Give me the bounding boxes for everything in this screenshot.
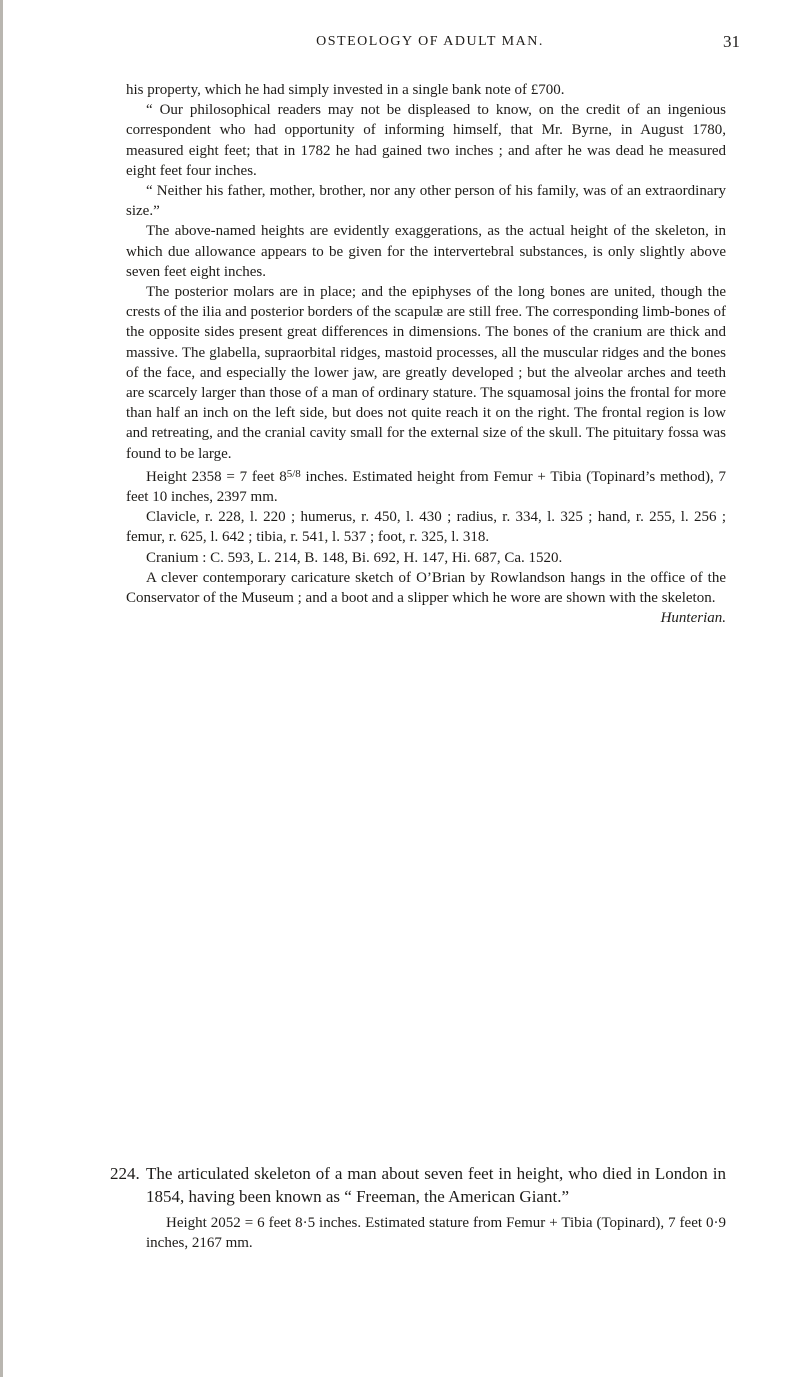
paragraph-caricature: A clever contemporary caricature sketch of O’Brian by Rowlandson hangs in the office of the Conservator of the Museum ; and a boot and a slipper which he wore are shown with the skeleton.: [126, 569, 726, 607]
paragraph-continuation: his property, which he had simply invested in a single bank note of £700.: [126, 82, 565, 98]
paragraph-exaggerations: The above-named heights are evidently exaggerations, as the actual height of the skeleton, in which due allowance appears to be given for the intervertebral substances, is only slightly above seven feet eight inches.: [126, 223, 726, 280]
paragraph-description: The posterior molars are in place; and the epiphyses of the long bones are united, though the crests of the ilia and posterior borders of the scapulæ are still free. The corresponding limb-bones of the opposite sides present great differences in dimensions. The bones of the cranium are thick and massive. The glabella, supraorbital ridges, mastoid processes, all the muscular ridges and the bones of the face, and especially the lower jaw, are greatly developed ; but the alveolar arches and teeth are scarcely larger than those of a man of ordinary stature. The squamosal joins the frontal for more than half an inch on the left side, but does not quite reach it on the right. The frontal region is low and retreating, and the cranial cavity small for the external size of the skull. The pituitary fossa was found to be large.: [126, 284, 726, 462]
body-text: [126, 80, 726, 628]
catalogue-entry: [110, 1162, 726, 1253]
page-number: 31: [723, 32, 740, 51]
running-head: OSTEOLOGY OF ADULT MAN.: [316, 34, 544, 49]
page-edge: [0, 0, 3, 1377]
paragraph-limb-measurements: Clavicle, r. 228, l. 220 ; humerus, r. 450, l. 430 ; radius, r. 334, l. 325 ; hand, r. 255, l. 256 ; femur, r. 625, l. 642 ; tibia, r. 541, l. 537 ; foot, r. 325, l. 318.: [126, 509, 726, 546]
entry-number: 224.: [110, 1164, 140, 1183]
entry-heading: [110, 1162, 726, 1208]
height-fraction: 5/8: [286, 467, 301, 480]
paragraph-quote-heights: “ Our philosophical readers may not be displeased to know, on the credit of an ingenious correspondent who had opportunity of informing himself, that Mr. Byrne, in August 1780, measured eight feet; that in 1782 he had gained two inches ; and after he was dead he measured eight feet four inches.: [126, 102, 726, 179]
height-text-rest: inches. Estimated height from Femur + Tibia (Topinard’s method), 7 feet 10 inches, 2397 mm.: [126, 468, 726, 506]
collection-signature: Hunterian.: [660, 610, 726, 627]
entry-body: Height 2052 = 6 feet 8·5 inches. Estimated stature from Femur + Tibia (Topinard), 7 feet 0·9 inches, 2167 mm.: [146, 1215, 726, 1252]
paragraph-height: [126, 464, 726, 507]
height-text: Height 2358 = 7 feet 8: [146, 468, 287, 485]
paragraph-cranium-measurements: Cranium : C. 593, L. 214, B. 148, Bi. 692, H. 147, Hi. 687, Ca. 1520.: [146, 549, 563, 566]
paragraph-quote-family: “ Neither his father, mother, brother, nor any other person of his family, was of an extraordinary size.”: [126, 183, 726, 220]
page-header: [120, 32, 740, 52]
entry-heading-text: The articulated skeleton of a man about seven feet in height, who died in London in 1854, having been known as “ Freeman, the American Giant.”: [146, 1164, 726, 1206]
